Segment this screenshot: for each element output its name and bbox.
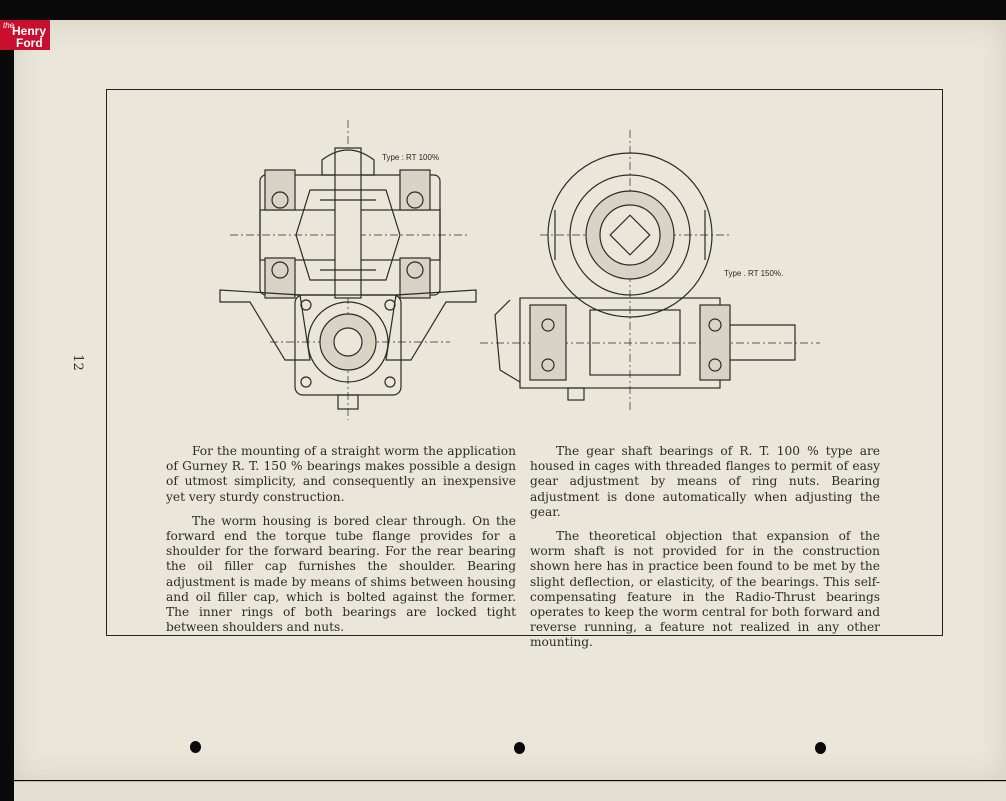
binding-hole bbox=[514, 742, 525, 754]
paragraph: The worm housing is bored clear through. On the forward end the torque tube flange provides for a shoulder for the forward bearing. For the rear bearing the oil filler cap furnishes the shoulder. Bearing adjustment is made by means of shims between housing and oil filler cap, which is bolted against the former. The inner rings of both bearings are locked tight between shoulders and nuts. bbox=[166, 513, 516, 635]
binding-hole bbox=[815, 742, 826, 754]
binding-hole bbox=[190, 741, 201, 753]
text-column-left bbox=[166, 444, 516, 644]
paragraph: The gear shaft bearings of R. T. 100 % type are housed in cages with threaded flanges to permit of easy gear adjustment by means of ring nuts. Bearing adjustment is done automatically when adjusting the gear. bbox=[530, 444, 880, 519]
left-assembly-view bbox=[220, 120, 476, 420]
next-page-edge bbox=[14, 781, 1006, 801]
right-figure-label: Type . RT 150%. bbox=[724, 269, 784, 278]
technical-drawing bbox=[210, 120, 830, 420]
left-figure-label: Type : RT 100% bbox=[382, 153, 440, 162]
text-column-right bbox=[530, 444, 880, 660]
paragraph: For the mounting of a straight worm the application of Gurney R. T. 150 % bearings makes possible a design of utmost simplicity, and consequently an inexpensive yet very sturdy construction. bbox=[166, 444, 516, 504]
paragraph: The theoretical objection that expansion of the worm shaft is not provided for in the construction shown here has in practice been found to be met by the slight deflection, or elasticity, of the bearings. This self-compensating feature in the Radio-Thrust bearings operates to keep the worm central for both forward and reverse running, a feature not realized in any other mounting. bbox=[530, 529, 880, 650]
page-number: 12 bbox=[69, 354, 85, 371]
henry-ford-logo: the Henry Ford bbox=[0, 20, 50, 50]
